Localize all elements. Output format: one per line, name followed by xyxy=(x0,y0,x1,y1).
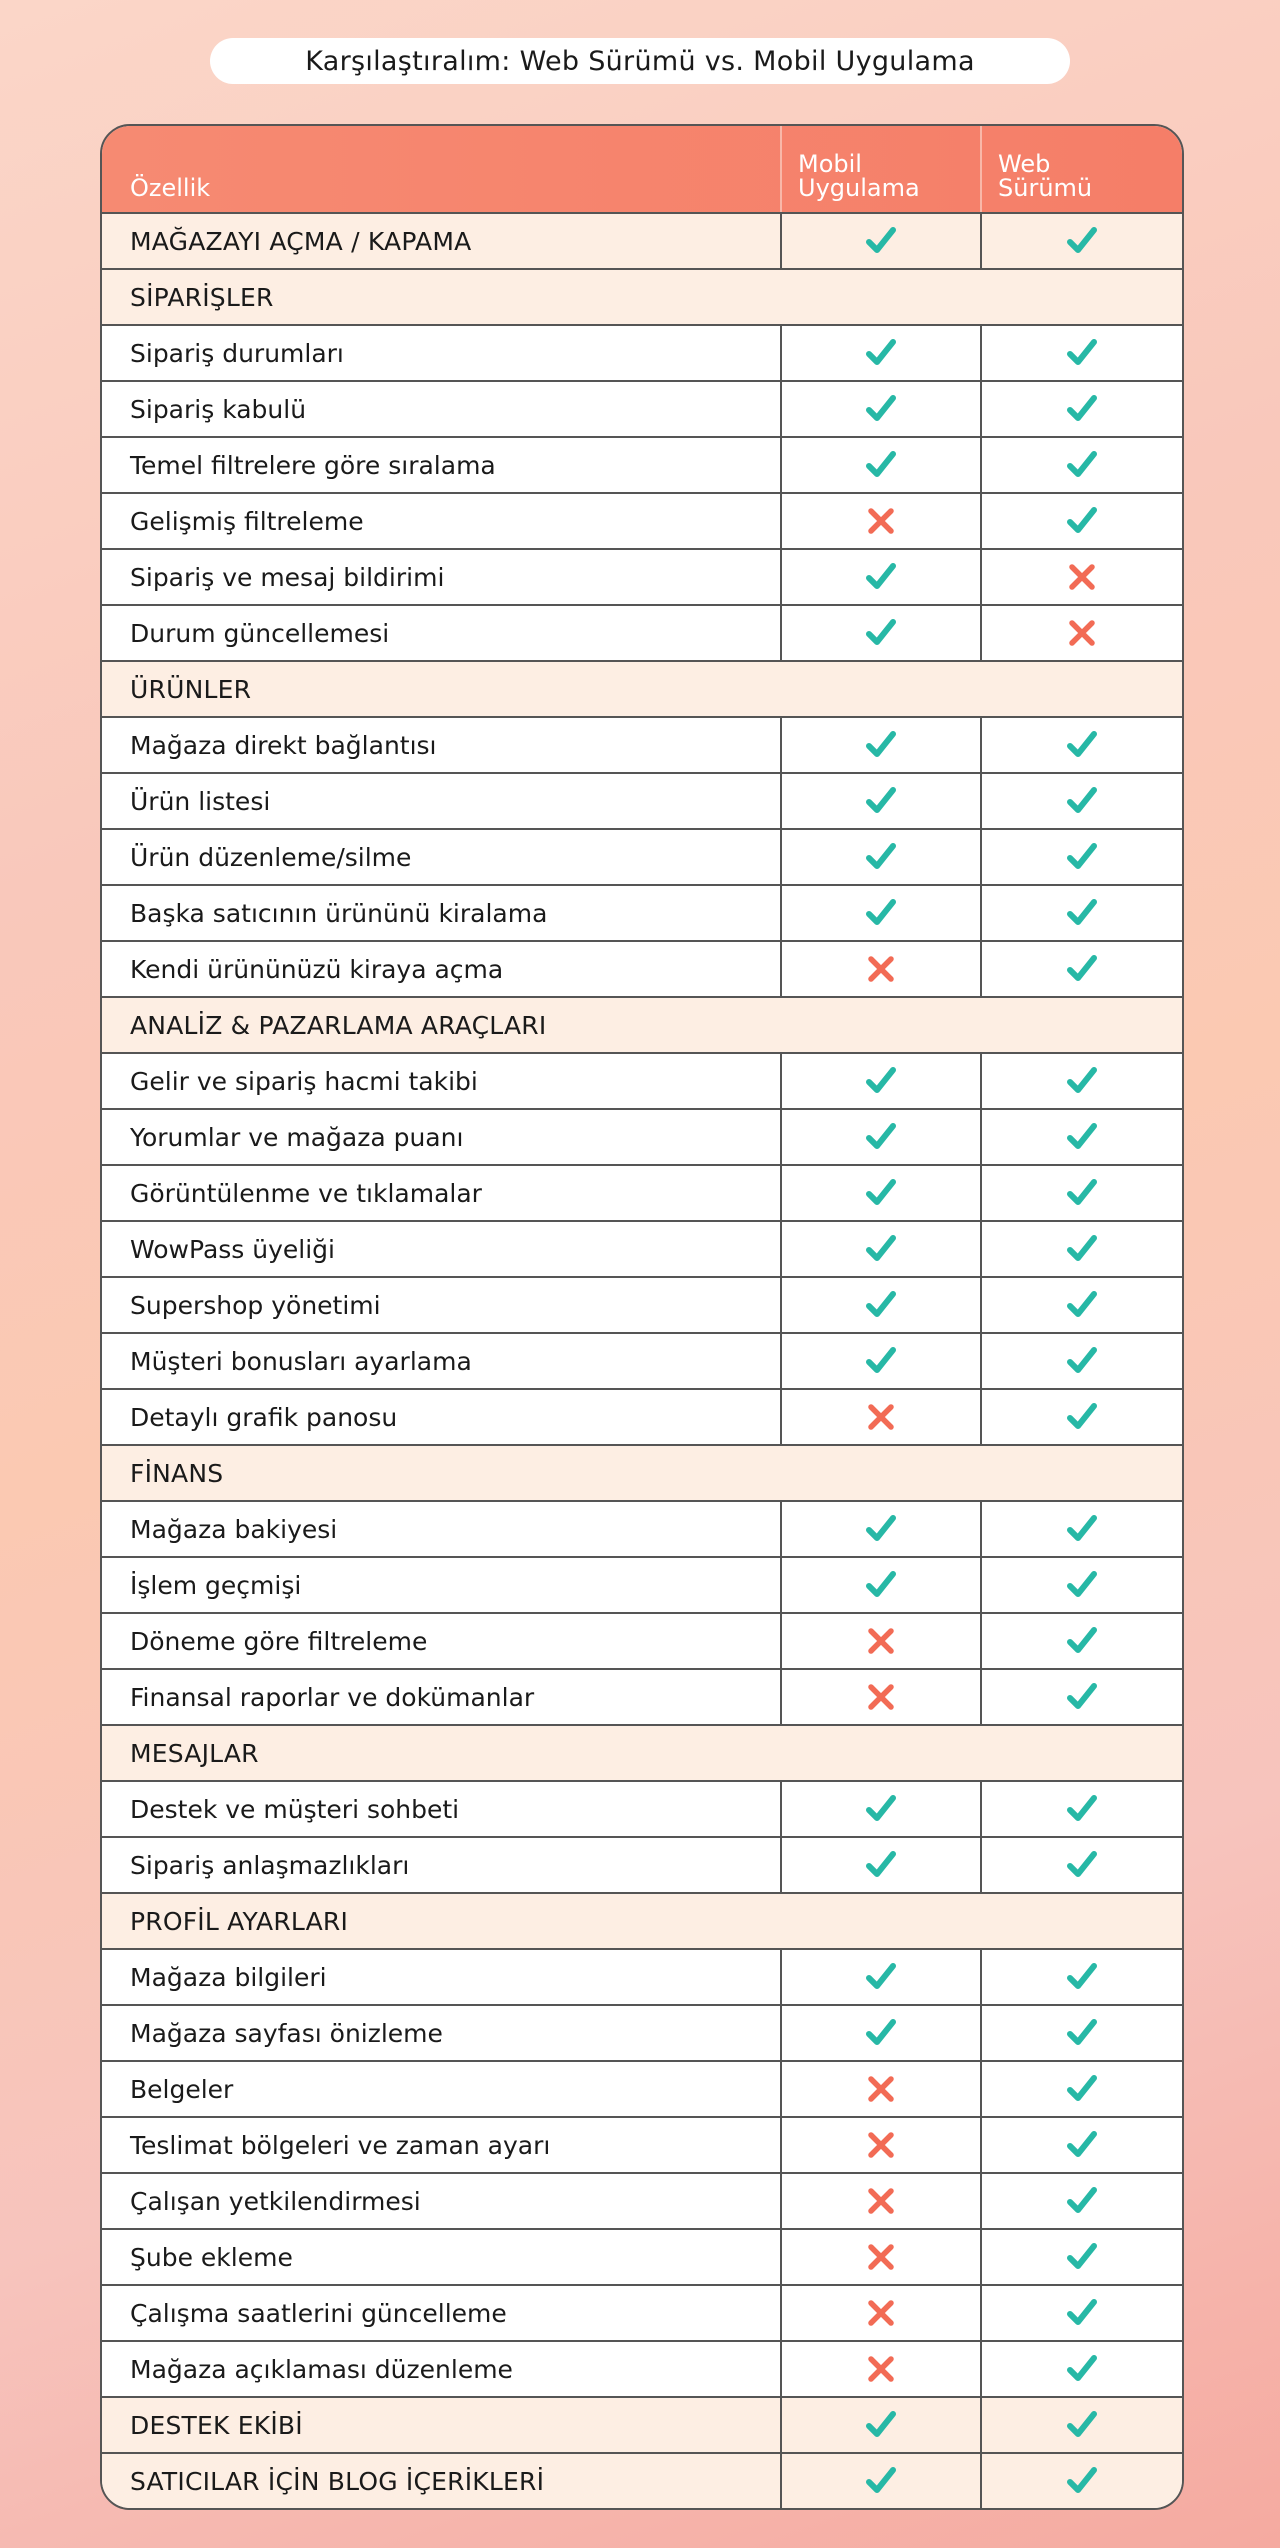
check-icon xyxy=(1065,1512,1099,1546)
mobile-cell xyxy=(782,494,982,548)
check-icon xyxy=(1065,1624,1099,1658)
feature-label: Görüntülenme ve tıklamalar xyxy=(102,1166,782,1220)
check-icon xyxy=(864,560,898,594)
mobile-cell xyxy=(782,942,982,996)
mobile-cell xyxy=(782,1558,982,1612)
cross-icon xyxy=(1067,562,1097,592)
mobile-cell xyxy=(782,1390,982,1444)
check-icon xyxy=(864,784,898,818)
cross-icon xyxy=(866,506,896,536)
section-label: ANALİZ & PAZARLAMA ARAÇLARI xyxy=(130,1010,547,1040)
table-row xyxy=(102,436,1182,492)
check-icon xyxy=(1065,392,1099,426)
mobile-cell xyxy=(782,382,982,436)
mobile-cell xyxy=(782,1054,982,1108)
check-icon xyxy=(864,336,898,370)
feature-label: Döneme göre filtreleme xyxy=(102,1614,782,1668)
web-cell xyxy=(982,1614,1182,1668)
table-header xyxy=(102,126,1182,212)
web-cell xyxy=(982,1558,1182,1612)
table-row xyxy=(102,2340,1182,2396)
table-row xyxy=(102,884,1182,940)
mobile-cell xyxy=(782,2454,982,2508)
page-title: Karşılaştıralım: Web Sürümü vs. Mobil Uygulama xyxy=(210,38,1070,84)
check-icon xyxy=(1065,2072,1099,2106)
table-row xyxy=(102,1332,1182,1388)
check-icon xyxy=(1065,1568,1099,1602)
mobile-cell xyxy=(782,1110,982,1164)
check-icon xyxy=(1065,1680,1099,1714)
check-icon xyxy=(1065,1288,1099,1322)
web-cell xyxy=(982,494,1182,548)
feature-label: Başka satıcının ürününü kiralama xyxy=(102,886,782,940)
web-cell xyxy=(982,2342,1182,2396)
section-label: SATICILAR İÇİN BLOG İÇERİKLERİ xyxy=(102,2454,782,2508)
feature-label: Mağaza sayfası önizleme xyxy=(102,2006,782,2060)
web-cell xyxy=(982,1950,1182,2004)
feature-label: WowPass üyeliği xyxy=(102,1222,782,1276)
cross-icon xyxy=(1067,618,1097,648)
cross-icon xyxy=(866,2074,896,2104)
check-icon xyxy=(1065,784,1099,818)
web-cell xyxy=(982,2398,1182,2452)
check-icon xyxy=(864,2408,898,2442)
web-cell xyxy=(982,1166,1182,1220)
web-cell xyxy=(982,382,1182,436)
web-cell xyxy=(982,942,1182,996)
mobile-cell xyxy=(782,2230,982,2284)
web-cell xyxy=(982,606,1182,660)
table-row xyxy=(102,940,1182,996)
check-icon xyxy=(864,1232,898,1266)
mobile-cell xyxy=(782,774,982,828)
section-row xyxy=(102,1724,1182,1780)
web-cell xyxy=(982,438,1182,492)
feature-label: Finansal raporlar ve dokümanlar xyxy=(102,1670,782,1724)
header-feature: Özellik xyxy=(102,126,782,212)
table-row xyxy=(102,604,1182,660)
mobile-cell xyxy=(782,2398,982,2452)
section-row xyxy=(102,1444,1182,1500)
table-row xyxy=(102,2060,1182,2116)
table-row xyxy=(102,1780,1182,1836)
mobile-cell xyxy=(782,2342,982,2396)
check-icon xyxy=(864,728,898,762)
table-row xyxy=(102,1612,1182,1668)
check-icon xyxy=(1065,2296,1099,2330)
mobile-cell xyxy=(782,1278,982,1332)
check-icon xyxy=(864,2464,898,2498)
check-icon xyxy=(864,1568,898,1602)
feature-label: Kendi ürününüzü kiraya açma xyxy=(102,942,782,996)
web-cell xyxy=(982,1054,1182,1108)
feature-label: Müşteri bonusları ayarlama xyxy=(102,1334,782,1388)
section-label: FİNANS xyxy=(130,1458,224,1488)
feature-label: Temel filtrelere göre sıralama xyxy=(102,438,782,492)
web-cell xyxy=(982,2006,1182,2060)
web-cell xyxy=(982,1838,1182,1892)
check-icon xyxy=(1065,1792,1099,1826)
feature-label: Mağaza bilgileri xyxy=(102,1950,782,2004)
feature-label: Teslimat bölgeleri ve zaman ayarı xyxy=(102,2118,782,2172)
section-label: DESTEK EKİBİ xyxy=(102,2398,782,2452)
mobile-cell xyxy=(782,2062,982,2116)
section-row xyxy=(102,268,1182,324)
cross-icon xyxy=(866,2130,896,2160)
web-cell xyxy=(982,1278,1182,1332)
check-icon xyxy=(1065,448,1099,482)
check-icon xyxy=(1065,2352,1099,2386)
header-mobile-line1: Mobil xyxy=(798,150,862,178)
mobile-cell xyxy=(782,830,982,884)
check-icon xyxy=(864,1960,898,1994)
mobile-cell xyxy=(782,886,982,940)
table-row xyxy=(102,1948,1182,2004)
feature-label: Ürün listesi xyxy=(102,774,782,828)
section-row xyxy=(102,2396,1182,2452)
section-label: SİPARİŞLER xyxy=(130,282,274,312)
check-icon xyxy=(1065,2408,1099,2442)
table-body xyxy=(102,212,1182,2508)
check-icon xyxy=(1065,952,1099,986)
header-mobile-line2: Uygulama xyxy=(798,174,920,202)
web-cell xyxy=(982,774,1182,828)
check-icon xyxy=(1065,1176,1099,1210)
check-icon xyxy=(1065,1120,1099,1154)
feature-label: Destek ve müşteri sohbeti xyxy=(102,1782,782,1836)
check-icon xyxy=(1065,2128,1099,2162)
check-icon xyxy=(1065,2184,1099,2218)
check-icon xyxy=(864,2016,898,2050)
table-row xyxy=(102,1668,1182,1724)
check-icon xyxy=(864,616,898,650)
check-icon xyxy=(1065,1400,1099,1434)
table-row xyxy=(102,828,1182,884)
feature-label: Şube ekleme xyxy=(102,2230,782,2284)
web-cell xyxy=(982,1222,1182,1276)
feature-label: Çalışma saatlerini güncelleme xyxy=(102,2286,782,2340)
section-label: ÜRÜNLER xyxy=(130,674,252,704)
mobile-cell xyxy=(782,326,982,380)
section-row xyxy=(102,2452,1182,2508)
mobile-cell xyxy=(782,2174,982,2228)
check-icon xyxy=(864,1288,898,1322)
check-icon xyxy=(1065,1232,1099,1266)
cross-icon xyxy=(866,2186,896,2216)
table-row xyxy=(102,1556,1182,1612)
check-icon xyxy=(864,1176,898,1210)
check-icon xyxy=(864,1064,898,1098)
mobile-cell xyxy=(782,550,982,604)
mobile-cell xyxy=(782,438,982,492)
mobile-cell xyxy=(782,1782,982,1836)
mobile-cell xyxy=(782,1502,982,1556)
table-row xyxy=(102,1220,1182,1276)
mobile-cell xyxy=(782,606,982,660)
web-cell xyxy=(982,718,1182,772)
check-icon xyxy=(864,840,898,874)
mobile-cell xyxy=(782,1838,982,1892)
mobile-cell xyxy=(782,718,982,772)
check-icon xyxy=(864,392,898,426)
check-icon xyxy=(1065,224,1099,258)
section-row xyxy=(102,996,1182,1052)
header-mobile xyxy=(782,126,982,212)
check-icon xyxy=(1065,728,1099,762)
feature-label: Sipariş anlaşmazlıkları xyxy=(102,1838,782,1892)
feature-label: Ürün düzenleme/silme xyxy=(102,830,782,884)
check-icon xyxy=(864,896,898,930)
feature-label: Durum güncellemesi xyxy=(102,606,782,660)
check-icon xyxy=(864,1792,898,1826)
table-row xyxy=(102,2116,1182,2172)
cross-icon xyxy=(866,1682,896,1712)
table-row xyxy=(102,1052,1182,1108)
section-row xyxy=(102,660,1182,716)
section-label: MESAJLAR xyxy=(130,1738,259,1768)
web-cell xyxy=(982,2062,1182,2116)
mobile-cell xyxy=(782,214,982,268)
cross-icon xyxy=(866,954,896,984)
web-cell xyxy=(982,2174,1182,2228)
cross-icon xyxy=(866,2354,896,2384)
feature-label: Mağaza bakiyesi xyxy=(102,1502,782,1556)
cross-icon xyxy=(866,2298,896,2328)
comparison-table xyxy=(100,124,1184,2510)
table-row xyxy=(102,1500,1182,1556)
table-row xyxy=(102,1388,1182,1444)
web-cell xyxy=(982,214,1182,268)
mobile-cell xyxy=(782,1614,982,1668)
feature-label: Detaylı grafik panosu xyxy=(102,1390,782,1444)
feature-label: Mağaza açıklaması düzenleme xyxy=(102,2342,782,2396)
table-row xyxy=(102,380,1182,436)
feature-label: Sipariş ve mesaj bildirimi xyxy=(102,550,782,604)
table-row xyxy=(102,772,1182,828)
check-icon xyxy=(1065,504,1099,538)
table-row xyxy=(102,492,1182,548)
check-icon xyxy=(1065,2240,1099,2274)
cross-icon xyxy=(866,2242,896,2272)
web-cell xyxy=(982,1110,1182,1164)
feature-label: Çalışan yetkilendirmesi xyxy=(102,2174,782,2228)
table-row xyxy=(102,716,1182,772)
table-row xyxy=(102,324,1182,380)
web-cell xyxy=(982,2230,1182,2284)
mobile-cell xyxy=(782,2118,982,2172)
check-icon xyxy=(864,1512,898,1546)
feature-label: Sipariş kabulü xyxy=(102,382,782,436)
section-row xyxy=(102,1892,1182,1948)
mobile-cell xyxy=(782,2006,982,2060)
table-row xyxy=(102,2228,1182,2284)
table-row xyxy=(102,2284,1182,2340)
feature-label: Sipariş durumları xyxy=(102,326,782,380)
section-label: PROFİL AYARLARI xyxy=(130,1906,349,1936)
check-icon xyxy=(1065,1960,1099,1994)
section-label: MAĞAZAYI AÇMA / KAPAMA xyxy=(102,214,782,268)
feature-label: Belgeler xyxy=(102,2062,782,2116)
check-icon xyxy=(864,1120,898,1154)
check-icon xyxy=(1065,1344,1099,1378)
feature-label: Supershop yönetimi xyxy=(102,1278,782,1332)
header-web xyxy=(982,126,1182,212)
table-row xyxy=(102,1164,1182,1220)
check-icon xyxy=(1065,1064,1099,1098)
check-icon xyxy=(864,224,898,258)
web-cell xyxy=(982,886,1182,940)
mobile-cell xyxy=(782,1950,982,2004)
web-cell xyxy=(982,1670,1182,1724)
cross-icon xyxy=(866,1402,896,1432)
mobile-cell xyxy=(782,1334,982,1388)
web-cell xyxy=(982,326,1182,380)
check-icon xyxy=(864,1848,898,1882)
web-cell xyxy=(982,1782,1182,1836)
feature-label: Mağaza direkt bağlantısı xyxy=(102,718,782,772)
web-cell xyxy=(982,1390,1182,1444)
check-icon xyxy=(864,1344,898,1378)
mobile-cell xyxy=(782,1670,982,1724)
check-icon xyxy=(1065,2464,1099,2498)
feature-label: Gelir ve sipariş hacmi takibi xyxy=(102,1054,782,1108)
web-cell xyxy=(982,1502,1182,1556)
table-row xyxy=(102,1108,1182,1164)
check-icon xyxy=(1065,840,1099,874)
section-row xyxy=(102,212,1182,268)
mobile-cell xyxy=(782,1222,982,1276)
web-cell xyxy=(982,1334,1182,1388)
header-web-line2: Sürümü xyxy=(998,174,1093,202)
web-cell xyxy=(982,830,1182,884)
web-cell xyxy=(982,2118,1182,2172)
check-icon xyxy=(1065,336,1099,370)
table-row xyxy=(102,1836,1182,1892)
check-icon xyxy=(864,448,898,482)
table-row xyxy=(102,2172,1182,2228)
feature-label: İşlem geçmişi xyxy=(102,1558,782,1612)
feature-label: Gelişmiş filtreleme xyxy=(102,494,782,548)
feature-label: Yorumlar ve mağaza puanı xyxy=(102,1110,782,1164)
header-web-line1: Web xyxy=(998,150,1051,178)
check-icon xyxy=(1065,1848,1099,1882)
check-icon xyxy=(1065,896,1099,930)
web-cell xyxy=(982,550,1182,604)
web-cell xyxy=(982,2286,1182,2340)
table-row xyxy=(102,1276,1182,1332)
table-row xyxy=(102,548,1182,604)
mobile-cell xyxy=(782,1166,982,1220)
mobile-cell xyxy=(782,2286,982,2340)
check-icon xyxy=(1065,2016,1099,2050)
web-cell xyxy=(982,2454,1182,2508)
table-row xyxy=(102,2004,1182,2060)
cross-icon xyxy=(866,1626,896,1656)
